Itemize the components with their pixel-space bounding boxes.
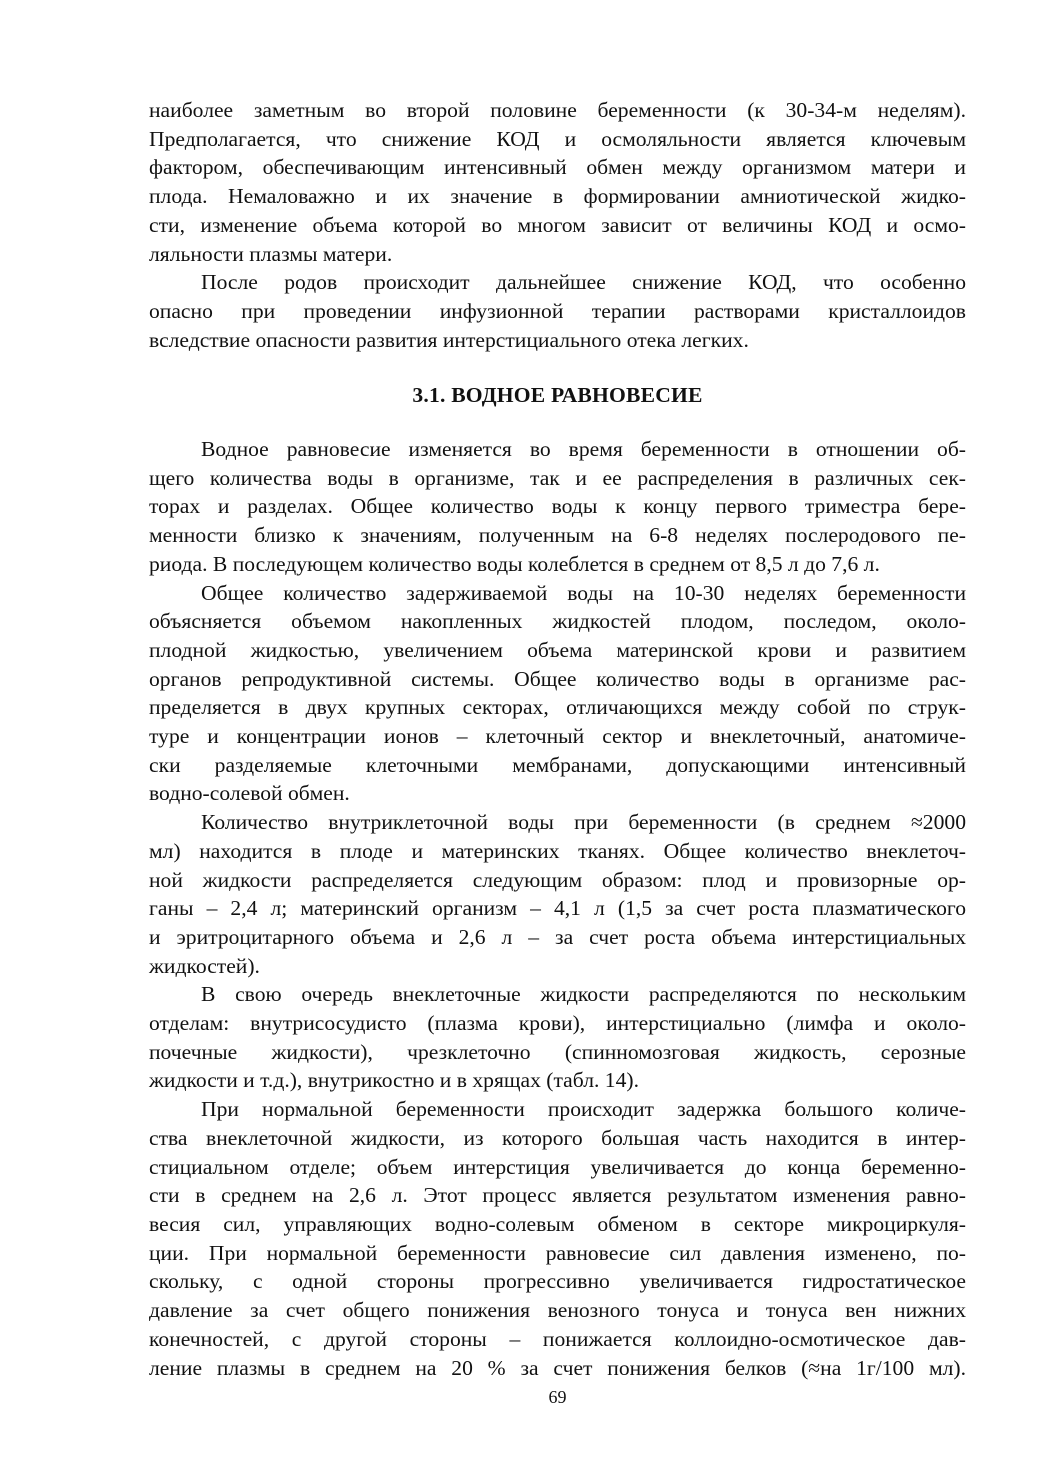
text-line: ски разделяемые клеточными мембранами, допускающими интенсивный — [149, 752, 966, 777]
text-line: Количество внутриклеточной воды при беременности (в среднем ≈2000 — [201, 810, 966, 835]
text-line: туре и концентрации ионов – клеточный сектор и внеклеточный, анатомиче- — [149, 724, 966, 749]
text-line: риода. В последующем количество воды колеблется в среднем от 8,5 л до 7,6 л. — [149, 551, 880, 576]
text-line: мл) находится в плоде и материнских тканях. Общее количество внеклеточ- — [149, 838, 966, 863]
text-line: сти, изменение объема которой во многом зависит от величины КОД и осмо- — [149, 212, 966, 237]
text-line: плода. Немаловажно и их значение в формировании амниотической жидко- — [149, 184, 966, 209]
text-line: Общее количество задерживаемой воды на 10-30 неделях беременности — [201, 580, 966, 605]
text-line: фактором, обеспечивающим интенсивный обмен между организмом матери и — [149, 155, 966, 180]
text-line: давление за счет общего понижения венозного тонуса и тонуса вен нижних — [149, 1298, 966, 1323]
text-line: водно-солевой обмен. — [149, 781, 350, 806]
text-line: торах и разделах. Общее количество воды к концу первого триместра бере- — [149, 494, 966, 519]
text-line: отделам: внутрисосудисто (плазма крови), интерстициально (лимфа и около- — [149, 1011, 966, 1036]
text-line: жидкости и т.д.), внутрикостно и в хрящах (табл. 14). — [149, 1068, 639, 1093]
text-line: объясняется объемом накопленных жидкостей плодом, последом, около- — [149, 609, 966, 634]
text-line: вследствие опасности развития интерстициального отека легких. — [149, 327, 749, 352]
intro-text — [149, 96, 966, 354]
text-line: стициальном отделе; объем интерстиция увеличивается до конца беременно- — [149, 1154, 966, 1179]
text-line: органов репродуктивной системы. Общее количество воды в организме рас- — [149, 666, 966, 691]
text-line: щего количества воды в организме, так и ее распределения в различных сек- — [149, 465, 966, 490]
text-line: пределяется в двух крупных секторах, отличающихся между собой по струк- — [149, 695, 966, 720]
text-line: ной жидкости распределяется следующим образом: плод и провизорные ор- — [149, 867, 966, 892]
text-line: При нормальной беременности происходит задержка большого количе- — [201, 1097, 966, 1122]
page-number: 69 — [548, 1387, 567, 1407]
text-line: ляльности плазмы матери. — [149, 241, 393, 266]
text-line: Предполагается, что снижение КОД и осмоляльности является ключевым — [149, 126, 966, 151]
text-line: скольку, с одной стороны прогрессивно увеличивается гидростатическое — [149, 1269, 966, 1294]
text-line: Водное равновесие изменяется во время беременности в отношении об- — [201, 437, 966, 461]
section-heading: 3.1. ВОДНОЕ РАВНОВЕСИЕ — [412, 383, 703, 407]
text-line: менности близко к значениям, полученным на 6-8 неделях послеродового пе- — [149, 523, 966, 548]
text-line: ление плазмы в среднем на 20 % за счет понижения белков (≈на 1г/100 мл). — [149, 1355, 966, 1380]
text-line: почечные жидкости), чрезклеточно (спинномозговая жидкость, серозные — [149, 1039, 966, 1064]
text-line: опасно при проведении инфузионной терапии растворами кристаллоидов — [149, 298, 966, 323]
text-line: После родов происходит дальнейшее снижение КОД, что особенно — [201, 270, 966, 295]
text-line: плодной жидкостью, увеличением объема материнской крови и развитием — [149, 637, 966, 662]
body-text — [149, 435, 966, 1382]
text-line: ганы – 2,4 л; материнский организм – 4,1 л (1,5 за счет роста плазматического — [149, 896, 966, 921]
text-line: ции. При нормальной беременности равновесие сил давления изменено, по- — [149, 1240, 966, 1265]
text-line: конечностей, с другой стороны – понижается коллоидно-осмотическое дав- — [149, 1326, 966, 1351]
text-line: ства внеклеточной жидкости, из которого большая часть находится в интер- — [149, 1125, 966, 1150]
text-line: В свою очередь внеклеточные жидкости распределяются по нескольким — [201, 982, 966, 1007]
text-line: и эритроцитарного объема и 2,6 л – за счет роста объема интерстициальных — [149, 924, 966, 949]
text-line: жидкостей). — [149, 953, 260, 978]
text-line: сти в среднем на 2,6 л. Этот процесс является результатом изменения равно- — [149, 1183, 966, 1208]
text-line: весия сил, управляющих водно-солевым обменом в секторе микроциркуля- — [149, 1211, 966, 1236]
text-line: наиболее заметным во второй половине беременности (к 30-34-м неделям). — [149, 98, 966, 122]
